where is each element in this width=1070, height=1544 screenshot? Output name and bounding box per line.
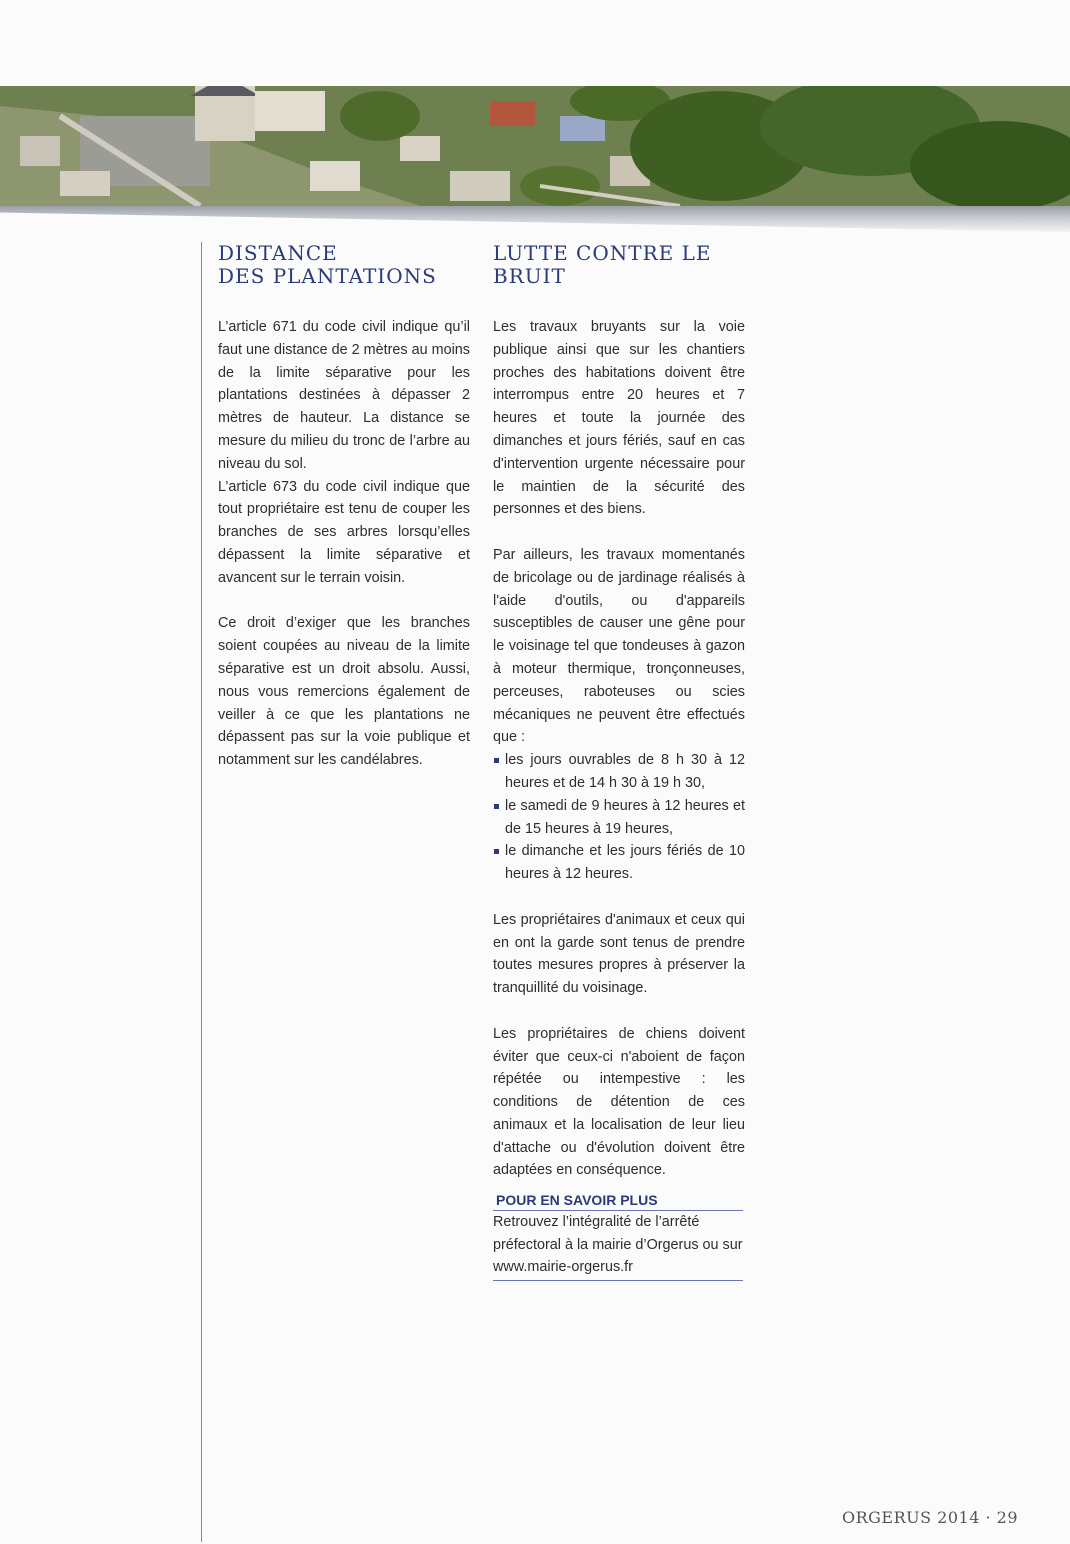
left-column [218,242,470,772]
column-divider [201,242,202,1542]
left-body [218,316,470,772]
aerial-photo-banner [0,86,1070,206]
heading-line-2: DES PLANTATIONS [218,264,437,288]
page-folio: ORGERUS 2014 · 29 [841,1508,1018,1527]
list-item: les jours ouvrables de 8 h 30 à 12 heures et de 14 h 30 à 19 h 30, [493,749,745,795]
paragraph: L’article 673 du code civil indique que tout propriétaire est tenu de couper les branches de ses arbres lorsqu’elles dépassent la limite séparative et avancent sur le terrain voisin. [218,478,470,586]
paragraph: Ce droit d’exiger que les branches soient coupées au niveau de la limite séparative est un droit absolu. Aussi, nous vous remercions également de veiller à ce que les plantations ne dépassent pas sur la voie publique et notamment sur les candélabres. [218,615,470,769]
paragraph: Par ailleurs, les travaux momentanés de bricolage ou de jardinage réalisés à l'aide d'outils, ou d'appareils susceptibles de causer une gêne pour le voisinage tel que tondeuses à gazon à moteur thermique, tronçonneuses, perceuses, raboteuses ou scies mécaniques ne peuvent être effectués que : [493,546,745,746]
paragraph: Les propriétaires de chiens doivent éviter que ceux-ci n'aboient de façon répétée ou intempestive : les conditions de détention de ces animaux et la localisation de leur lieu d'attache ou d'évolution doivent être adaptées en conséquence. [493,1025,745,1179]
banner-shadow [0,206,1070,232]
heading-line-1: LUTTE CONTRE LE [493,241,712,265]
heading-distance-plantations [218,242,470,288]
paragraph: Les travaux bruyants sur la voie publique ainsi que sur les chantiers proches des habitations doivent être interrompus entre 20 heures et 7 heures et toute la journée des dimanches et jours fériés, sauf en cas d'intervention urgente nécessaire pour le maintien de la sécurité des personnes et des biens. [493,319,745,518]
heading-line-2: BRUIT [493,264,566,288]
aerial-village-illustration [0,86,1070,206]
paragraph: L’article 671 du code civil indique qu’il faut une distance de 2 mètres au moins de la limite séparative pour les plantations destinées à dépasser 2 mètres de hauteur. La distance se mesure du milieu du tronc de l’arbre au niveau du sol. [218,319,470,472]
info-box-title: POUR EN SAVOIR PLUS [493,1190,743,1211]
info-box-text: Retrouvez l’intégralité de l’arrêté préfectoral à la mairie d’Orgerus ou sur www.mairie-orgerus.fr [493,1211,743,1281]
right-column [493,242,745,1182]
right-body [493,316,745,1182]
hours-list [493,749,745,886]
info-box [493,1190,743,1281]
paragraph: Les propriétaires d'animaux et ceux qui en ont la garde sont tenus de prendre toutes mesures propres à préserver la tranquillité du voisinage. [493,911,745,997]
list-item: le samedi de 9 heures à 12 heures et de 15 heures à 19 heures, [493,795,745,841]
heading-line-1: DISTANCE [218,241,338,265]
list-item: le dimanche et les jours fériés de 10 heures à 12 heures. [493,840,745,886]
heading-lutte-bruit [493,242,745,288]
